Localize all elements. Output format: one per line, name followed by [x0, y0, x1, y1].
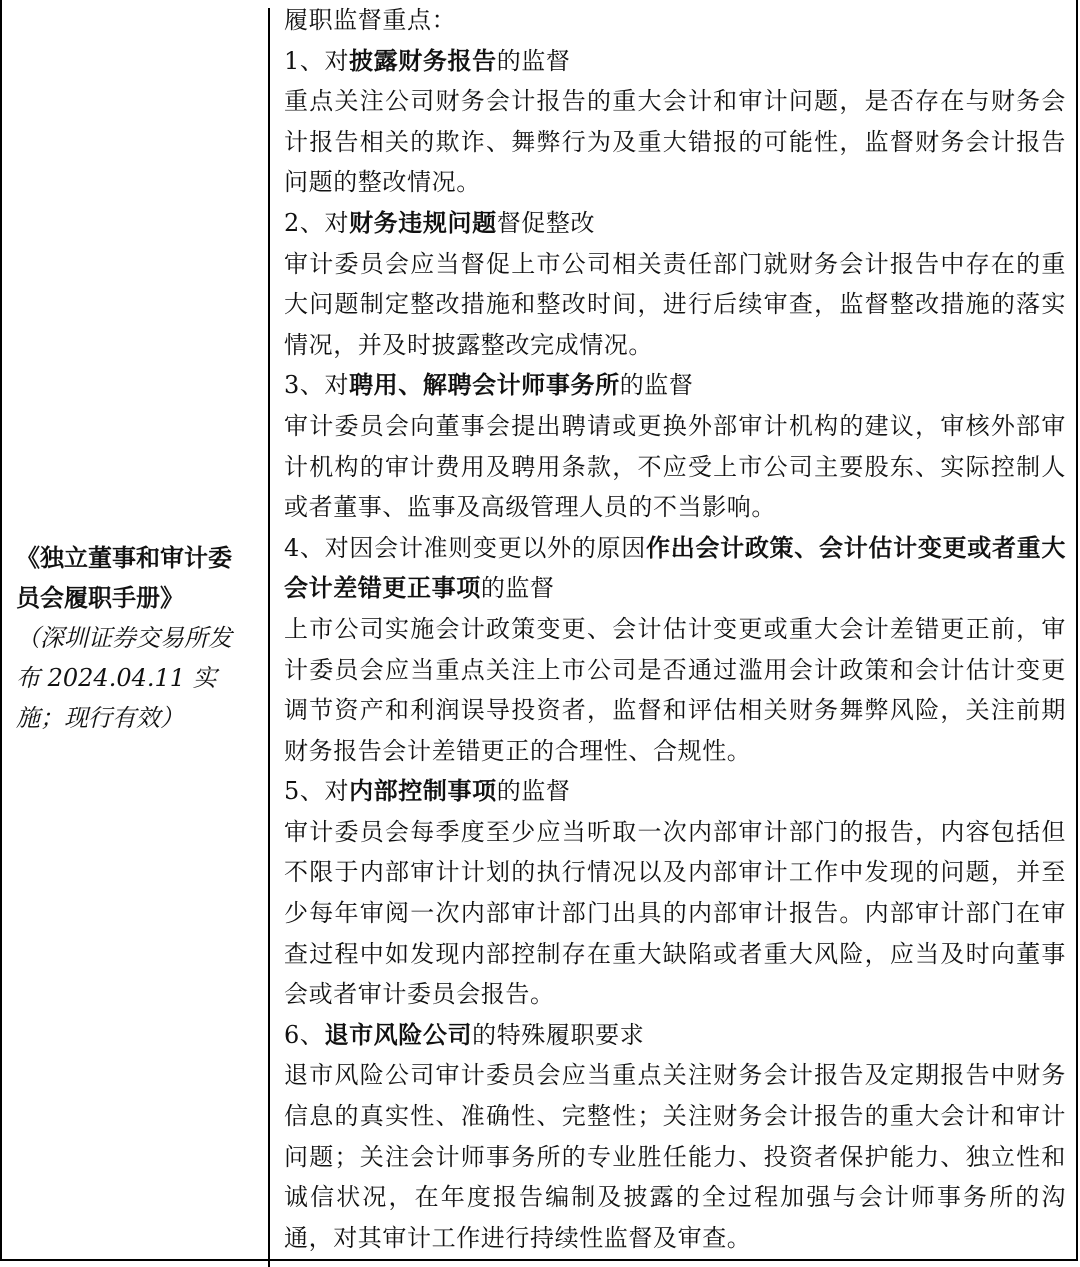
item-heading-1 — [284, 41, 1066, 82]
item-suffix: 的监督 — [496, 777, 571, 806]
item-heading-3 — [284, 365, 1066, 406]
item-prefix: 3、对 — [284, 371, 350, 400]
source-cell — [2, 8, 270, 1267]
source-title: 《独立董事和审计委员会履职手册》 — [16, 542, 232, 612]
item-suffix: 的监督 — [619, 371, 694, 400]
item-heading-4 — [284, 528, 1066, 609]
item-body-6: 退市风险公司审计委员会应当重点关注财务会计报告及定期报告中财务信息的真实性、准确性、完整性；关注财务会计报告的重大会计和审计问题；关注会计师事务所的专业胜任能力、投资者保护能力、独立性和诚信状况，在年度报告编制及披露的全过程加强与会计师事务所的沟通，对其审计工作进行持续性监督及审查。 — [284, 1061, 1066, 1252]
item-body-4: 上市公司实施会计政策变更、会计估计变更或重大会计差错更正前，审计委员会应当重点关注上市公司是否通过滥用会计政策和会计估计变更调节资产和利润误导投资者，监督和评估相关财务舞弊风险，关注前期财务报告会计差错更正的合理性、合规性。 — [284, 614, 1066, 765]
item-body-5: 审计委员会每季度至少应当听取一次内部审计部门的报告，内容包括但不限于内部审计计划的执行情况以及内部审计工作中发现的问题，并至少每年审阅一次内部审计部门出具的内部审计报告。内部审计部门在审查过程中如发现内部控制存在重大缺陷或者重大风险，应当及时向董事会或者审计委员会报告。 — [284, 817, 1066, 1009]
item-body-2: 审计委员会应当督促上市公司相关责任部门就财务会计报告中存在的重大问题制定整改措施和整改时间，进行后续审查，监督整改措施的落实情况，并及时披露整改完成情况。 — [284, 249, 1066, 359]
item-heading-2 — [284, 203, 1066, 244]
section-heading: 履职监督重点： — [284, 6, 457, 34]
item-suffix: 的监督 — [496, 46, 571, 75]
item-prefix: 2、对 — [284, 208, 350, 237]
item-bold: 内部控制事项 — [349, 776, 497, 806]
item-prefix: 6、 — [284, 1020, 325, 1049]
item-bold: 披露财务报告 — [349, 45, 497, 75]
source-subtitle: （深圳证券交易所发布 2024.04.11 实施；现行有效） — [16, 623, 232, 732]
item-body-1: 重点关注公司财务会计报告的重大会计和审计问题，是否存在与财务会计报告相关的欺诈、舞弊行为及重大错报的可能性，监督财务会计报告问题的整改情况。 — [284, 87, 1066, 197]
item-suffix: 的监督 — [480, 574, 555, 603]
item-bold: 聘用、解聘会计师事务所 — [349, 370, 620, 400]
item-suffix: 的特殊履职要求 — [472, 1020, 645, 1049]
item-prefix: 1、对 — [284, 46, 350, 75]
item-body-3: 审计委员会向董事会提出聘请或更换外部审计机构的建议，审核外部审计机构的审计费用及聘用条款，不应受上市公司主要股东、实际控制人或者董事、监事及高级管理人员的不当影响。 — [284, 411, 1066, 522]
item-bold: 退市风险公司 — [324, 1019, 473, 1049]
item-heading-5 — [284, 771, 1066, 812]
item-suffix: 督促整改 — [496, 208, 596, 237]
item-bold: 财务违规问题 — [349, 207, 497, 237]
item-heading-6 — [284, 1015, 1066, 1056]
item-bold: 作出会计政策、会计估计变更或者重大会计差错更正事项 — [284, 532, 1066, 603]
item-prefix: 4、对因会计准则变更以外的原因 — [284, 533, 646, 562]
item-prefix: 5、对 — [284, 777, 350, 806]
content-cell — [270, 0, 1076, 1259]
